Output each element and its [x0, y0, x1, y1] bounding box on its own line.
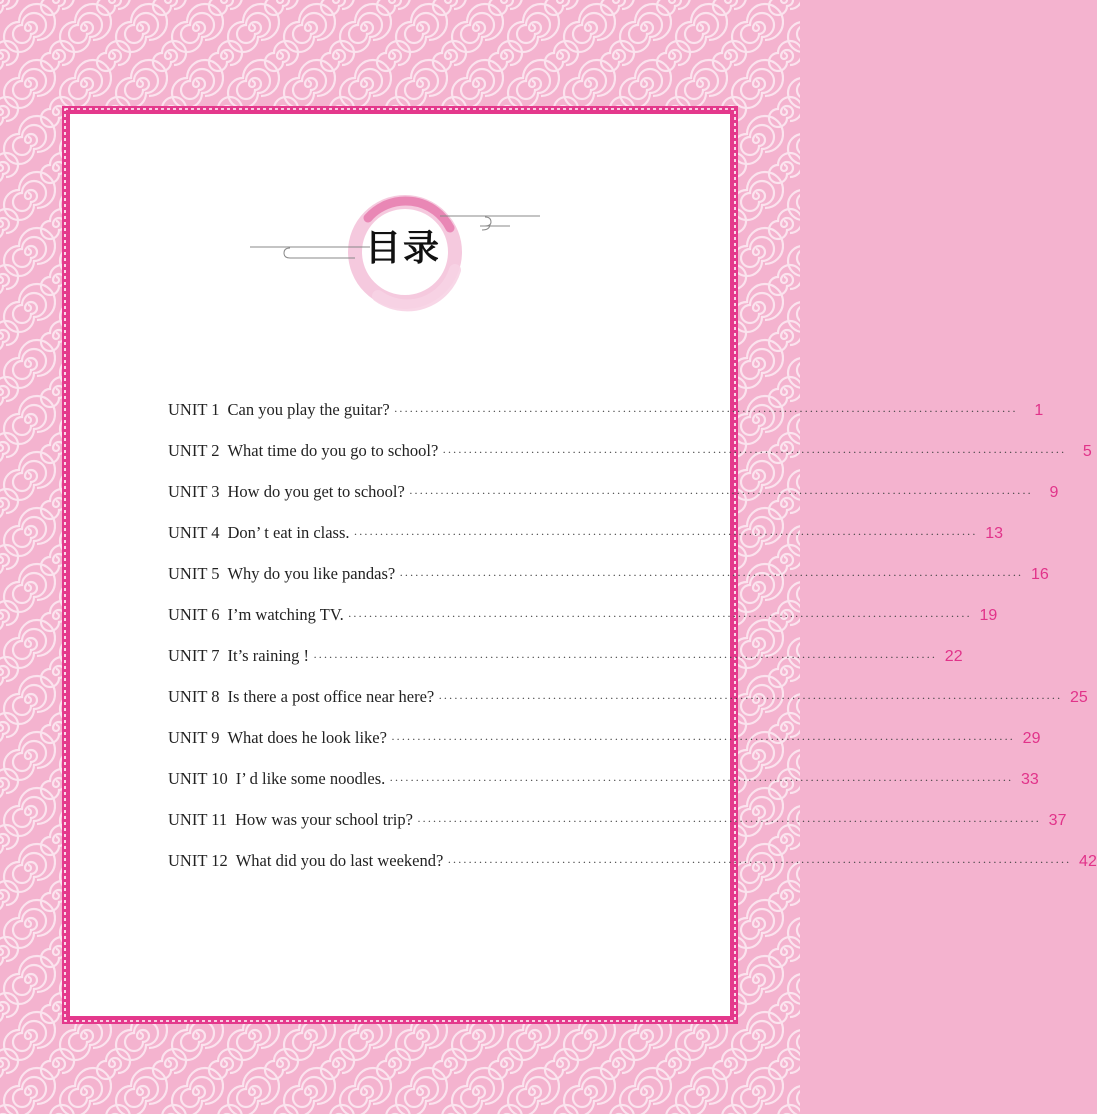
toc-unit-title: What did you do last weekend?: [235, 851, 444, 870]
toc-page-number: 37: [1048, 812, 1067, 829]
toc-entry[interactable]: [168, 523, 1004, 564]
toc-unit-title: Why do you like pandas?: [227, 564, 396, 583]
toc-unit-title: Is there a post office near here?: [227, 687, 435, 706]
toc-page-number: 13: [985, 525, 1004, 542]
toc-unit-title: How do you get to school?: [227, 482, 405, 501]
toc-dot-leader: ························································································································: [353, 527, 978, 541]
toc-unit-label: UNIT 5: [168, 564, 220, 583]
toc-page-number: 16: [1030, 566, 1049, 583]
toc-unit-label: UNIT 1: [168, 400, 220, 419]
toc-unit-title: How was your school trip?: [235, 810, 413, 829]
toc-unit-label: UNIT 2: [168, 441, 220, 460]
toc-unit-title: Don’ t eat in class.: [227, 523, 350, 542]
title-block: [250, 184, 550, 324]
toc-unit-title: Can you play the guitar?: [227, 400, 390, 419]
toc-entry[interactable]: [168, 646, 963, 687]
toc-unit-title: It’s raining !: [227, 646, 310, 665]
toc-dot-leader: ························································································································: [447, 855, 1071, 869]
toc-page-number: 5: [1082, 443, 1092, 460]
toc-dot-leader: ························································································································: [438, 691, 1062, 705]
toc-unit-label: UNIT 12: [168, 851, 228, 870]
table-of-contents: [168, 400, 1097, 892]
toc-page-number: 33: [1021, 771, 1039, 788]
toc-entry[interactable]: [168, 687, 1088, 728]
toc-dot-leader: ························································································································: [399, 568, 1023, 582]
toc-dot-leader: ························································································································: [416, 814, 1041, 828]
toc-unit-title: I’ d like some noodles.: [235, 769, 386, 788]
toc-entry[interactable]: [168, 810, 1067, 851]
toc-dot-leader: ························································································································: [347, 609, 972, 623]
toc-entry[interactable]: [168, 728, 1041, 769]
toc-dot-leader: ························································································································: [393, 404, 1018, 418]
toc-entry[interactable]: [168, 400, 1044, 441]
toc-unit-label: UNIT 3: [168, 482, 220, 501]
toc-unit-label: UNIT 11: [168, 810, 228, 829]
toc-unit-title: I’m watching TV.: [227, 605, 344, 624]
toc-page-number: 1: [1034, 402, 1044, 419]
toc-unit-label: UNIT 7: [168, 646, 220, 665]
toc-page-number: 42: [1079, 853, 1097, 870]
toc-dot-leader: ························································································································: [408, 486, 1033, 500]
toc-page-number: 22: [944, 648, 963, 665]
toc-page-number: 25: [1069, 689, 1088, 706]
toc-dot-leader: ························································································································: [442, 445, 1066, 459]
content-page: [70, 114, 1097, 1016]
toc-dot-leader: ························································································································: [389, 773, 1013, 787]
toc-unit-title: What time do you go to school?: [227, 441, 439, 460]
toc-entry[interactable]: [168, 564, 1049, 605]
toc-page-number: 19: [979, 607, 998, 624]
toc-page-number: 9: [1049, 484, 1059, 501]
toc-unit-label: UNIT 10: [168, 769, 228, 788]
page-title: 目录: [364, 228, 441, 269]
toc-page-number: 29: [1022, 730, 1041, 747]
toc-unit-label: UNIT 9: [168, 728, 220, 747]
toc-entry[interactable]: [168, 441, 1092, 482]
toc-unit-title: What does he look like?: [227, 728, 387, 747]
toc-dot-leader: ························································································································: [313, 650, 937, 664]
toc-entry[interactable]: [168, 605, 998, 646]
toc-entry[interactable]: [168, 769, 1039, 810]
toc-unit-label: UNIT 8: [168, 687, 220, 706]
toc-unit-label: UNIT 6: [168, 605, 220, 624]
toc-unit-label: UNIT 4: [168, 523, 220, 542]
toc-entry[interactable]: [168, 851, 1097, 892]
toc-entry[interactable]: [168, 482, 1059, 523]
toc-dot-leader: ························································································································: [390, 732, 1015, 746]
